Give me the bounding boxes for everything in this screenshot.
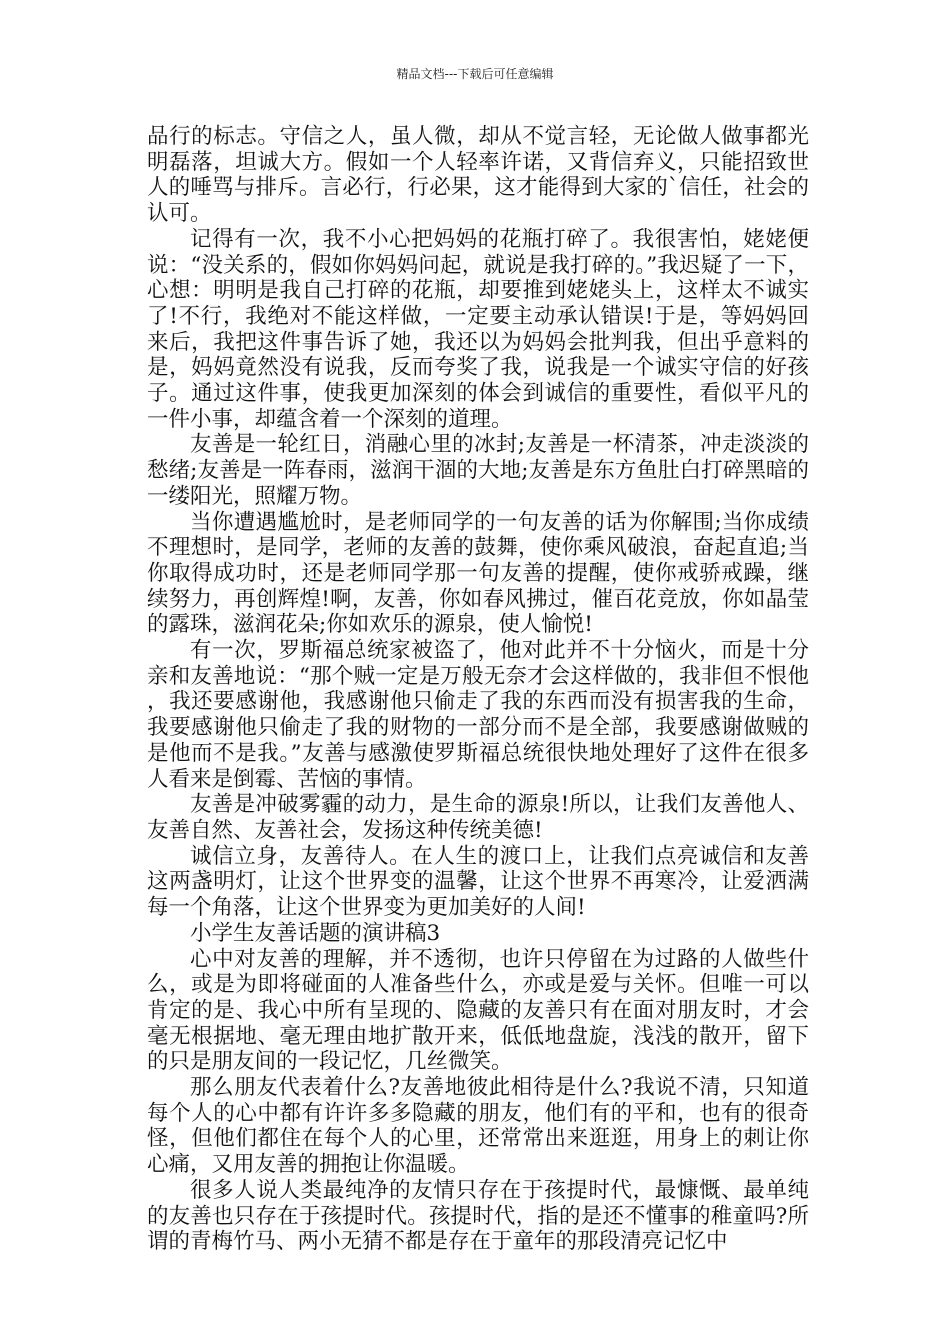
paragraph-4: 当你遭遇尴尬时，是老师同学的一句友善的话为你解围;当你成绩不理想时，是同学，老师的友善的鼓舞，使你乘风破浪，奋起直追;当你取得成功时，还是老师同学那一句友善的提醒，使你戒骄戒躁，继续努力，再创辉煌!啊，友善，你如春风拂过，催百花竞放，你如晶莹的露珠，滋润花朵;你如欢乐的源泉，使人愉悦!	[147, 509, 809, 638]
section-heading: 小学生友善话题的演讲稿3	[190, 920, 441, 946]
paragraph-8: 心中对友善的理解，并不透彻，也许只停留在为过路的人做些什么，或是为即将碰面的人准备些什么，亦或是爱与关怀。但唯一可以肯定的是、我心中所有呈现的、隐藏的友善只有在面对朋友时，才会毫无根据地、毫无理由地扩散开来，低低地盘旋，浅浅的散开，留下的只是朋友间的一段记忆，几丝微笑。	[147, 946, 809, 1075]
paragraph-3: 友善是一轮红日，消融心里的冰封;友善是一杯清茶，冲走淡淡的愁绪;友善是一阵春雨，滋润干涸的大地;友善是东方鱼肚白打碎黑暗的一缕阳光，照耀万物。	[147, 432, 809, 509]
paragraph-10: 很多人说人类最纯净的友情只存在于孩提时代，最慷慨、最单纯的友善也只存在于孩提时代。孩提时代，指的是还不懂事的稚童吗?所谓的青梅竹马、两小无猜不都是存在于童年的那段清亮记忆中	[147, 1177, 809, 1255]
paragraph-2: 记得有一次，我不小心把妈妈的花瓶打碎了。我很害怕，姥姥便说：“没关系的，假如你妈妈问起，就说是我打碎的。”我迟疑了一下，心想：明明是我自己打碎的花瓶，却要推到姥姥头上，这样太不诚实了!不行，我绝对不能这样做，一定要主动承认错误!于是，等妈妈回来后，我把这件事告诉了她，我还以为妈妈会批判我，但出乎意料的是，妈妈竟然没有说我，反而夸奖了我，说我是一个诚实守信的好孩子。通过这件事，使我更加深刻的体会到诚信的重要性，看似平凡的一件小事，却蕴含着一个深刻的道理。	[147, 226, 809, 432]
paragraph-5: 有一次，罗斯福总统家被盗了，他对此并不十分恼火，而是十分亲和友善地说：“那个贼一定是万般无奈才会这样做的，我非但不恨他，我还要感谢他，我感谢他只偷走了我的东西而没有损害我的生命，我要感谢他只偷走了我的财物的一部分而不是全部，我要感谢做贼的是他而不是我。”友善与感激使罗斯福总统很快地处理好了这件在很多人看来是倒霉、苦恼的事情。	[147, 638, 809, 792]
paragraph-9: 那么朋友代表着什么?友善地彼此相待是什么?我说不清，只知道每个人的心中都有许许多多隐藏的朋友，他们有的平和，也有的很奇怪，但他们都住在每个人的心里，还常常出来逛逛，用身上的刺让你心痛，又用友善的拥抱让你温暖。	[147, 1075, 809, 1178]
page-header: 精品文档---下载后可任意编辑	[396, 67, 554, 81]
paragraph-1: 品行的标志。守信之人，虽人微，却从不觉言轻，无论做人做事都光明磊落，坦诚大方。假如一个人轻率许诺，又背信弃义，只能招致世人的唾骂与排斥。言必行，行必果，这才能得到大家的`信任，社会的认可。	[147, 124, 809, 227]
document-body	[147, 124, 809, 1255]
paragraph-6: 友善是冲破雾霾的动力，是生命的源泉!所以，让我们友善他人、友善自然、友善社会，发扬这种传统美德!	[147, 792, 809, 843]
paragraph-7: 诚信立身，友善待人。在人生的渡口上，让我们点亮诚信和友善这两盏明灯，让这个世界变的温馨，让这个世界不再寒冷，让爱洒满每一个角落，让这个世界变为更加美好的人间!	[147, 843, 809, 921]
